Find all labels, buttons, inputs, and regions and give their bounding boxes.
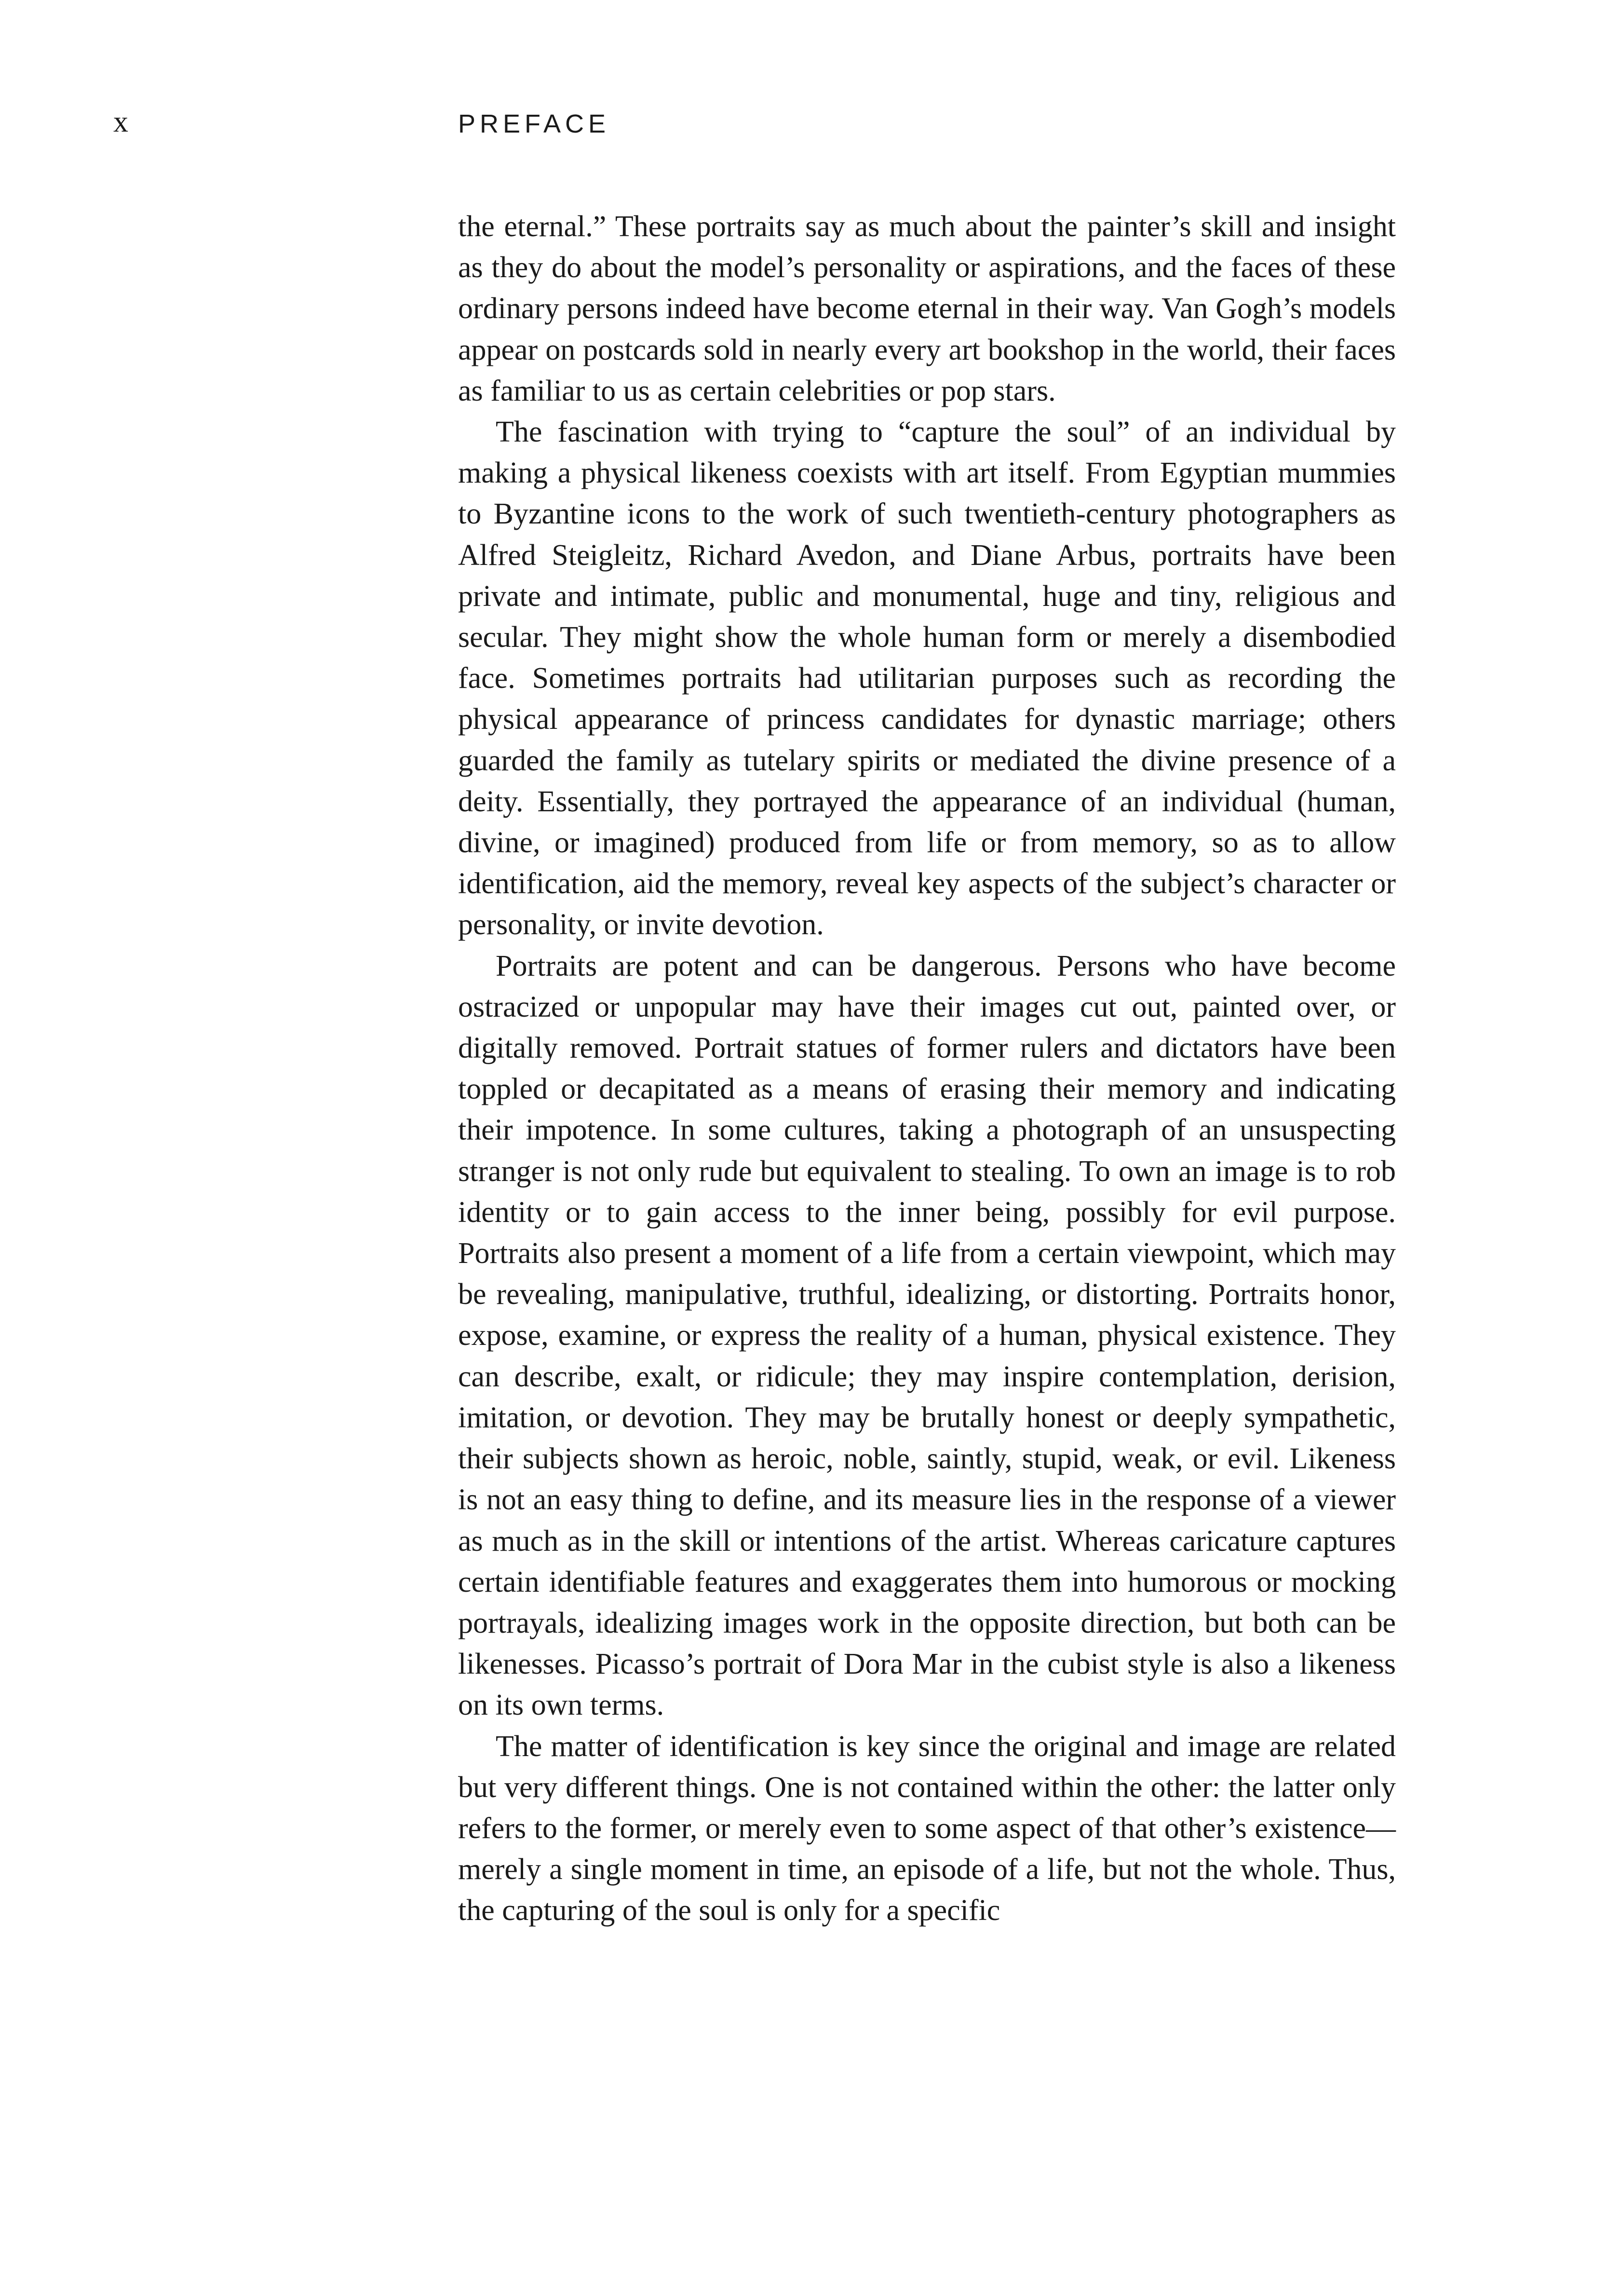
paragraph: The matter of identification is key since the original and image are related but very different things. One is not contained within the other: the latter only refers to the former, or merely even to some aspect of that other’s existence—merely a single moment in time, an episode of a life, but not the whole. Thus, the capturing of the soul is only for a specific [458,1730,1396,1927]
paragraph: the eternal.” These portraits say as much about the painter’s skill and insight as they do about the model’s personality or aspirations, and the faces of these ordinary persons indeed have become eternal in their way. Van Gogh’s models appear on postcards sold in nearly every art bookshop in the world, their faces as familiar to us as certain celebrities or pop stars. [458,210,1396,407]
paragraph: Portraits are potent and can be dangerous. Persons who have become ostracized or unpopular may have their images cut out, painted over, or digitally removed. Portrait statues of former rulers and dictators have been toppled or decapitated as a means of erasing their memory and indicating their impotence. In some cultures, taking a photograph of an unsuspecting stranger is not only rude but equivalent to stealing. To own an image is to rob identity or to gain access to the inner being, possibly for evil purpose. Portraits also present a moment of a life from a certain viewpoint, which may be revealing, manipulative, truthful, idealizing, or distorting. Portraits honor, expose, examine, or express the reality of a human, physical existence. They can describe, exalt, or ridicule; they may inspire contemplation, derision, imitation, or devotion. They may be brutally honest or deeply sympathetic, their subjects shown as heroic, noble, saintly, stupid, weak, or evil. Likeness is not an easy thing to define, and its measure lies in the response of a viewer as much as in the skill or intentions of the artist. Whereas caricature captures certain identifiable features and exaggerates them into humorous or mocking portrayals, idealizing images work in the opposite direction, but both can be likenesses. Picasso’s portrait of Dora Mar in the cubist style is also a likeness on its own terms. [458,949,1396,1722]
page-number: x [113,106,129,138]
paragraph: The fascination with trying to “capture the soul” of an individual by making a physical likeness coexists with art itself. From Egyptian mummies to Byzantine icons to the work of such twentieth-century photographers as Alfred Steigleitz, Richard Avedon, and Diane Arbus, portraits have been private and intimate, public and monumental, huge and tiny, religious and secular. They might show the whole human form or merely a disembodied face. Sometimes portraits had utilitarian purposes such as recording the physical appearance of princess candidates for dynastic marriage; others guarded the family as tutelary spirits or mediated the divine presence of a deity. Essentially, they portrayed the appearance of an individual (human, divine, or imagined) produced from life or from memory, so as to allow identification, aid the memory, reveal key aspects of the subject’s character or personality, or invite devotion. [458,416,1396,941]
running-head: PREFACE [458,109,610,138]
body-text [458,206,1396,1932]
